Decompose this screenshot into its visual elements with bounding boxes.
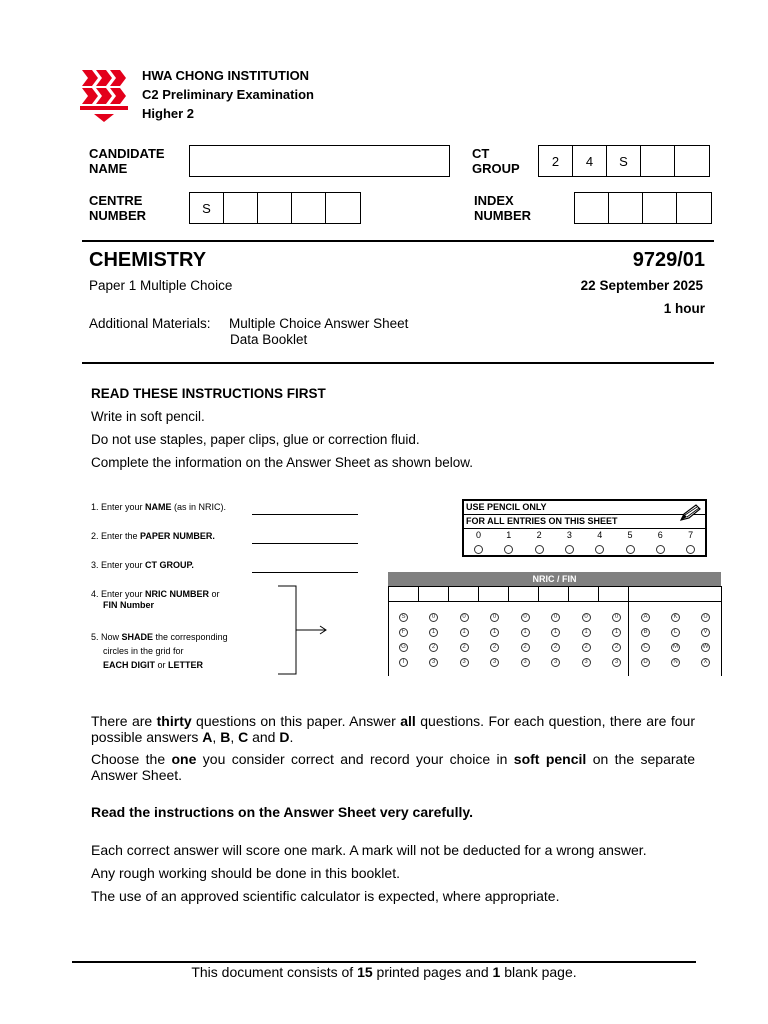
centre-number-cell[interactable]: S [190,193,224,223]
ct-group-cell[interactable]: S [607,146,641,176]
nric-checkletter-bubble[interactable]: U [701,613,710,622]
grid-line [418,586,419,601]
centre-number-cell[interactable] [258,193,292,223]
index-number-cell[interactable] [643,193,677,223]
nric-digit-bubble[interactable]: 2 [460,643,469,652]
grid-line [508,586,509,601]
nric-digit-bubble[interactable]: 3 [582,658,591,667]
nric-checkletter-bubble[interactable]: K [671,613,680,622]
digit-bubble[interactable] [656,545,665,554]
pencil-only-line: USE PENCIL ONLY [464,501,705,515]
institution-logo-icon [78,68,130,122]
nric-checkletter-bubble[interactable]: C [641,643,650,652]
step-2: 2. Enter the PAPER NUMBER. [91,531,215,541]
nric-digit-bubble[interactable]: 0 [429,613,438,622]
instructions-heading: READ THESE INSTRUCTIONS FIRST [91,386,326,401]
nric-checkletter-bubble[interactable]: W [702,644,709,650]
digit-bubble[interactable] [565,545,574,554]
subject-title: CHEMISTRY [89,249,207,271]
grid-line [448,586,449,601]
paragraph-marks: Each correct answer will score one mark. A mark will not be deducted for a wrong answer. [91,842,647,858]
ct-group-field[interactable] [538,145,710,177]
nric-checkletter-bubble[interactable]: M [673,644,678,650]
nric-letter-bubble[interactable]: S [399,613,408,622]
nric-digit-bubble[interactable]: 3 [429,658,438,667]
nric-digit-bubble[interactable]: 1 [490,628,499,637]
ct-group-cell[interactable]: 2 [539,146,573,176]
grid-line [628,586,629,676]
grid-line [721,586,722,676]
nric-digit-bubble[interactable]: 0 [551,613,560,622]
nric-digit-bubble[interactable]: 3 [521,658,530,667]
pencil-icon [678,503,702,523]
nric-digit-bubble[interactable]: 1 [460,628,469,637]
ct-group-cell[interactable] [641,146,675,176]
nric-letter-bubble[interactable]: F [399,628,408,637]
materials-label: Additional Materials: [89,316,211,331]
digit-label: 1 [506,530,512,540]
index-number-field[interactable] [574,192,712,224]
index-number-label: INDEX NUMBER [474,193,532,223]
instruction-line: Write in soft pencil. [91,409,205,424]
digit-bubble[interactable] [535,545,544,554]
grid-line [598,586,599,601]
nric-digit-bubble[interactable]: 1 [429,628,438,637]
divider [82,240,714,242]
nric-digit-bubble[interactable]: 2 [551,643,560,652]
nric-digit-bubble[interactable]: 3 [460,658,469,667]
instruction-line: Complete the information on the Answer Sheet as shown below. [91,455,473,470]
nric-checkletter-bubble[interactable]: N [671,658,680,667]
nric-checkletter-bubble[interactable]: L [671,628,680,637]
ct-group-entry-line [252,572,358,573]
material-answer-sheet: Multiple Choice Answer Sheet [229,316,409,331]
nric-checkletter-bubble[interactable]: A [641,613,650,622]
index-number-cell[interactable] [677,193,711,223]
nric-checkletter-bubble[interactable]: V [701,628,710,637]
nric-digit-bubble[interactable]: 1 [582,628,591,637]
instruction-line: Do not use staples, paper clips, glue or correction fluid. [91,432,420,447]
grid-line [388,601,721,602]
digit-label: 4 [597,530,603,540]
nric-letter-bubble[interactable]: T [399,658,408,667]
nric-digit-bubble[interactable]: 2 [582,643,591,652]
grid-line [478,586,479,601]
name-entry-line [252,514,358,515]
pencil-only-box [462,499,707,557]
divider [82,362,714,364]
digit-label: 6 [657,530,663,540]
material-data-booklet: Data Booklet [230,332,308,347]
paragraph-rough-working: Any rough working should be done in this booklet. [91,865,400,881]
step-5: 5. Now SHADE the corresponding circles in the grid for EACH DIGIT or LETTER [91,632,228,670]
candidate-name-field[interactable] [189,145,450,177]
centre-number-field[interactable] [189,192,361,224]
footer-divider [72,961,696,963]
pencil-entries-line: FOR ALL ENTRIES ON THIS SHEET [464,515,705,529]
nric-digit-bubble[interactable]: 0 [460,613,469,622]
nric-digit-bubble[interactable]: 0 [521,613,530,622]
ct-group-cell[interactable] [675,146,709,176]
nric-fin-header: NRIC / FIN [388,572,721,586]
exam-duration: 1 hour [663,301,705,316]
centre-number-cell[interactable] [224,193,258,223]
nric-letter-bubble[interactable]: G [399,643,408,652]
digit-label: 3 [566,530,572,540]
digit-bubble[interactable] [626,545,635,554]
paper-code: 9729/01 [632,249,705,271]
nric-digit-bubble[interactable]: 2 [612,643,621,652]
nric-digit-bubble[interactable]: 3 [551,658,560,667]
nric-digit-bubble[interactable]: 2 [429,643,438,652]
index-number-cell[interactable] [609,193,643,223]
paragraph-calculator: The use of an approved scientific calculator is expected, where appropriate. [91,888,560,904]
digit-label: 0 [476,530,482,540]
ct-group-label: CT GROUP [472,146,520,176]
nric-digit-bubble[interactable]: 3 [490,658,499,667]
nric-checkletter-bubble[interactable]: B [641,628,650,637]
nric-digit-bubble[interactable]: 3 [612,658,621,667]
index-number-cell[interactable] [575,193,609,223]
digit-label: 2 [536,530,542,540]
paragraph-questions: There are thirty questions on this paper. Answer all questions. For each question, there are four possible answers A, B, C and D. [91,713,695,745]
paper-number-entry-line [252,543,358,544]
institution-name: HWA CHONG INSTITUTION [142,68,310,83]
ct-group-cell[interactable]: 4 [573,146,607,176]
candidate-name-label: CANDIDATE NAME [89,146,165,176]
digit-label: 7 [688,530,694,540]
digit-label: 5 [627,530,633,540]
exam-level: Higher 2 [142,106,195,121]
nric-digit-bubble[interactable]: 2 [521,643,530,652]
grid-line [388,586,721,587]
grid-line [538,586,539,601]
paragraph-choose: Choose the one you consider correct and record your choice in soft pencil on the separate Answer Sheet. [91,751,695,783]
bracket-arrow-icon [276,584,332,676]
nric-digit-bubble[interactable]: 1 [612,628,621,637]
centre-number-cell[interactable] [326,193,360,223]
centre-number-label: CENTRE NUMBER [89,193,147,223]
paper-title: Paper 1 Multiple Choice [89,278,233,293]
centre-number-cell[interactable] [292,193,326,223]
step-3: 3. Enter your CT GROUP. [91,560,194,570]
paragraph-read-carefully: Read the instructions on the Answer Sheet very carefully. [91,804,473,820]
digit-bubble[interactable] [474,545,483,554]
nric-checkletter-bubble[interactable]: X [701,658,710,667]
exam-name: C2 Preliminary Examination [142,87,314,102]
nric-digit-bubble[interactable]: 1 [551,628,560,637]
grid-line [568,586,569,601]
nric-digit-bubble[interactable]: 0 [612,613,621,622]
grid-line [388,586,389,676]
nric-digit-bubble[interactable]: 0 [490,613,499,622]
nric-digit-bubble[interactable]: 0 [582,613,591,622]
step-4: 4. Enter your NRIC NUMBER or FIN Number [91,589,220,610]
nric-checkletter-bubble[interactable]: D [641,658,650,667]
nric-digit-bubble[interactable]: 1 [521,628,530,637]
step-1: 1. Enter your NAME (as in NRIC). [91,502,227,512]
nric-digit-bubble[interactable]: 2 [490,643,499,652]
exam-date: 22 September 2025 [580,278,703,293]
footer-text: This document consists of 15 printed pages and 1 blank page. [191,964,577,980]
